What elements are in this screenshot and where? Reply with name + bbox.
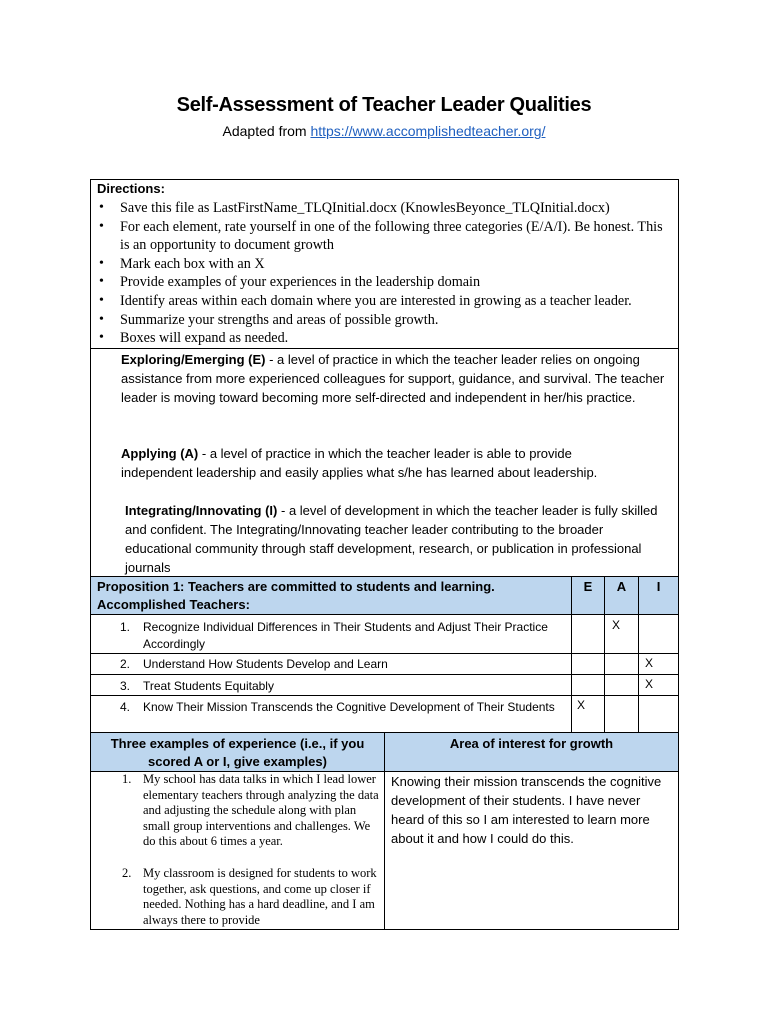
proposition-row <box>90 695 572 733</box>
growth-text: Knowing their mission transcends the cognitive development of their students. I have never heard of this so I am interested to learn more about it and how I could do this. <box>391 774 662 846</box>
row-number: 3. <box>120 679 131 693</box>
rating-e-cell[interactable]: X <box>571 695 605 733</box>
directions-list <box>97 199 667 348</box>
example-text: My classroom is designed for students to work together, ask questions, and come up closer if needed. Nothing has a hard deadline, and I am always there to provide <box>143 866 377 927</box>
definitions-box <box>90 348 679 576</box>
growth-cell[interactable] <box>384 771 679 930</box>
integrating-text: - a level of development in which the teacher leader is fully skilled and confident. The Integrating/Innovating teacher leader contributing to the broader educational community through staff development, research, or publication in professional journals <box>125 503 658 575</box>
growth-heading: Area of interest for growth <box>384 732 679 772</box>
applying-definition <box>121 444 641 482</box>
directions-item: • Summarize your strengths and areas of possible growth. <box>97 311 667 330</box>
directions-item: • Save this file as LastFirstName_TLQInitial.docx (KnowlesBeyonce_TLQInitial.docx) <box>97 199 667 218</box>
row-text: Know Their Mission Transcends the Cognitive Development of Their Students <box>143 700 555 714</box>
applying-term: Applying (A) <box>121 446 199 461</box>
row-text: Recognize Individual Differences in Their Students and Adjust Their Practice Accordingly <box>143 620 548 651</box>
directions-item: • Provide examples of your experiences in the leadership domain <box>97 273 667 292</box>
column-e-header: E <box>571 576 605 615</box>
proposition-row <box>90 653 572 675</box>
row-number: 2. <box>120 657 131 671</box>
examples-heading: Three examples of experience (i.e., if you scored A or I, give examples) <box>90 732 385 772</box>
row-number: 4. <box>120 700 131 714</box>
directions-item: • Identify areas within each domain where you are interested in growing as a teacher leader. <box>97 292 667 311</box>
row-number: 1. <box>120 620 131 634</box>
example-number: 1. <box>122 772 132 786</box>
page-title: Self-Assessment of Teacher Leader Qualities <box>176 94 592 116</box>
column-i-header: I <box>638 576 679 615</box>
integrating-term: Integrating/Innovating (I) <box>125 503 278 518</box>
proposition-heading <box>90 576 572 615</box>
rating-a-cell[interactable]: X <box>604 614 639 654</box>
rating-i-cell[interactable] <box>638 695 679 733</box>
exploring-text: - a level of practice in which the teacher leader relies on ongoing assistance from more experienced colleagues for support, guidance, and survival. The teacher leader is moving toward becoming more self-directed and independent in her/his practice. <box>121 352 665 405</box>
row-text: Understand How Students Develop and Learn <box>143 657 388 671</box>
exploring-term: Exploring/Emerging (E) <box>121 352 266 367</box>
directions-heading: Directions: <box>97 181 165 196</box>
applying-text: - a level of practice in which the teacher leader is able to provide independent leadership and easily applies what s/he has learned about leadership. <box>121 446 598 480</box>
rating-e-cell[interactable] <box>571 653 605 675</box>
directions-item: • Boxes will expand as needed. <box>97 329 667 348</box>
rating-a-cell[interactable] <box>604 674 639 696</box>
example-text: My school has data talks in which I lead lower elementary teachers through analyzing the data and adjusting the schedule along with plan small group interventions and challenges. We do this about 6 times a year. <box>143 772 379 849</box>
rating-i-cell[interactable] <box>638 614 679 654</box>
proposition-heading-line1: Proposition 1: Teachers are committed to students and learning. <box>97 579 495 594</box>
example-number: 2. <box>122 866 132 880</box>
rating-i-cell[interactable]: X <box>638 653 679 675</box>
directions-box <box>90 179 679 348</box>
rating-a-cell[interactable] <box>604 653 639 675</box>
adapted-prefix: Adapted from <box>222 123 311 139</box>
directions-item: • Mark each box with an X <box>97 255 667 274</box>
rating-e-cell[interactable] <box>571 614 605 654</box>
proposition-row <box>90 674 572 696</box>
proposition-heading-line2: Accomplished Teachers: <box>97 597 250 612</box>
source-link[interactable]: https://www.accomplishedteacher.org/ <box>310 123 546 139</box>
directions-item: • For each element, rate yourself in one of the following three categories (E/A/I). Be honest. This is an opportunity to document growth <box>97 218 667 255</box>
exploring-definition <box>121 350 673 407</box>
proposition-row <box>90 614 572 654</box>
rating-e-cell[interactable] <box>571 674 605 696</box>
column-a-header: A <box>604 576 639 615</box>
row-text: Treat Students Equitably <box>143 679 274 693</box>
adapted-from <box>0 123 768 139</box>
integrating-definition <box>125 501 665 577</box>
rating-i-cell[interactable]: X <box>638 674 679 696</box>
examples-cell[interactable] <box>90 771 385 930</box>
rating-a-cell[interactable] <box>604 695 639 733</box>
